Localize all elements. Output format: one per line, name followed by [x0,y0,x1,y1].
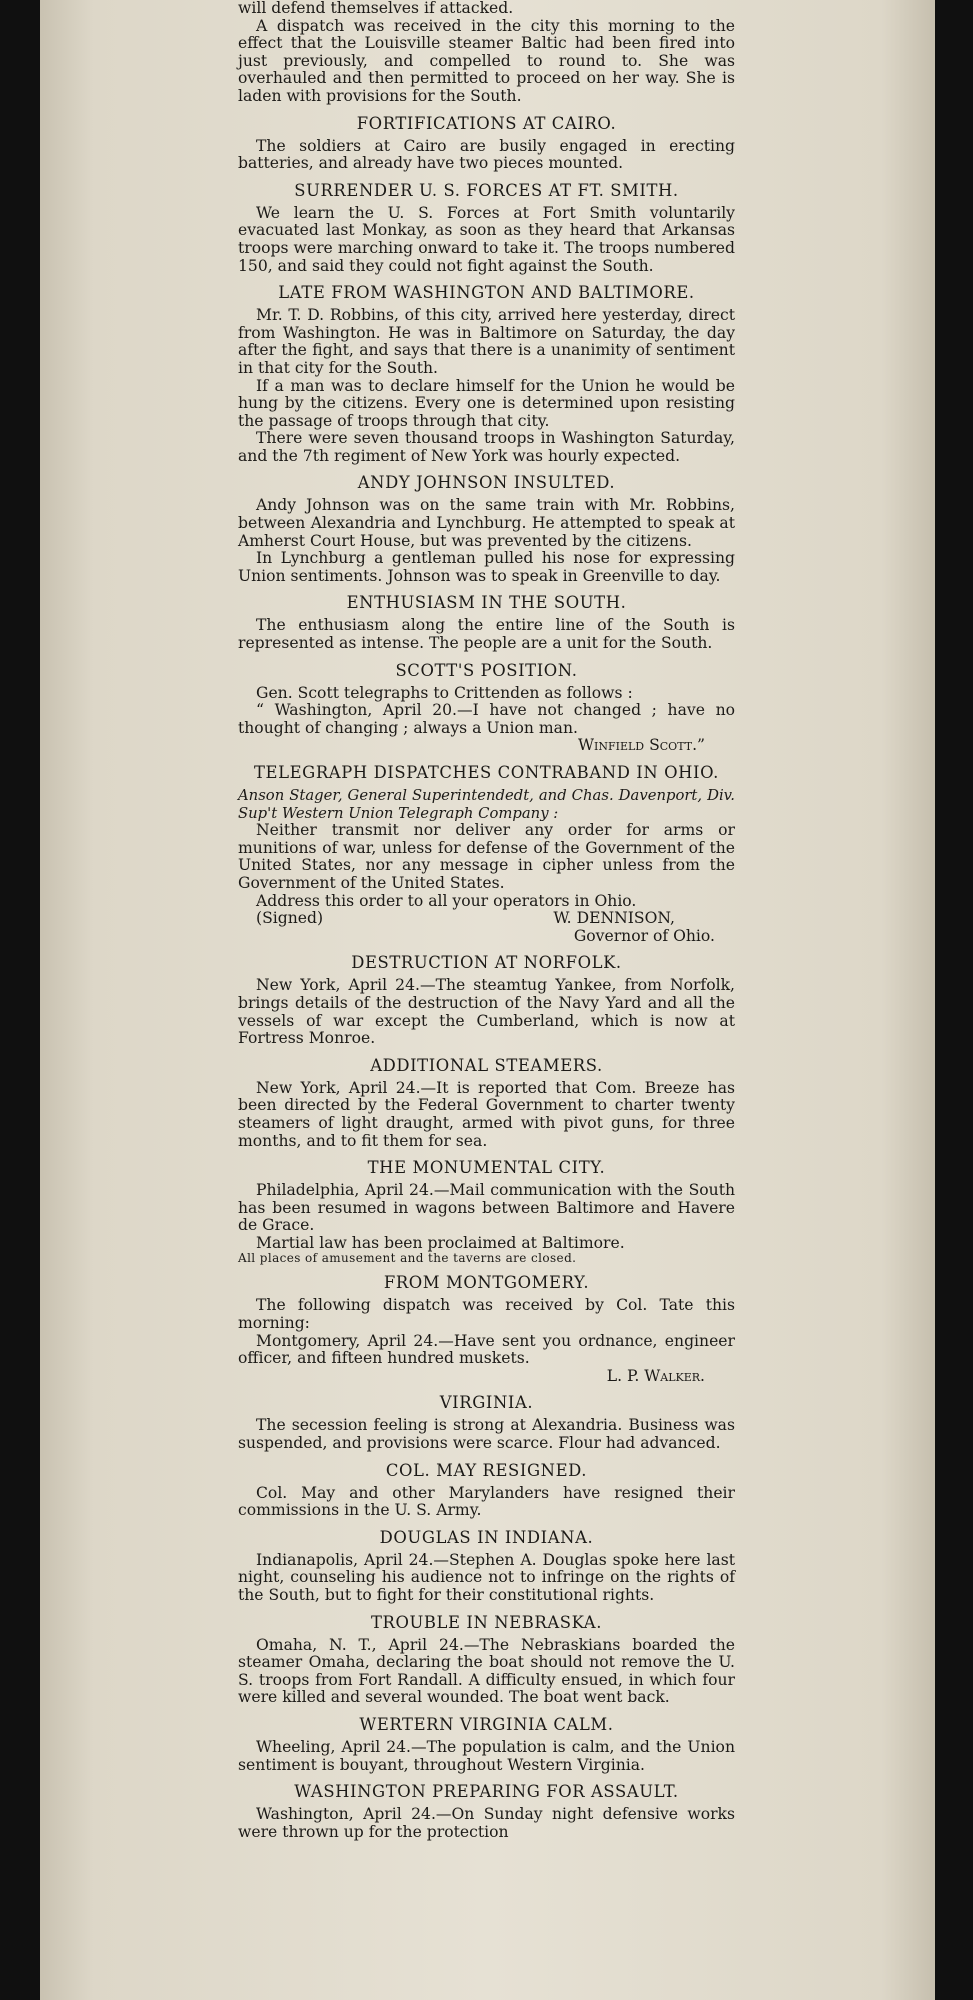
article-paragraph: New York, April 24.—The steamtug Yankee, from Norfolk, brings details of the destruction of the Navy Yard and all the vessels of war except the Cumberland, which is now at Fortress Monroe. [238,976,735,1048]
article-paragraph: Indianapolis, April 24.—Stephen A. Douglas spoke here last night, counseling his audience not to infringe on the rights of the South, but to fight for their constitutional rights. [238,1550,735,1604]
article-enthusiasm [238,594,735,652]
order-address: Anson Stager, General Superintendedt, and Chas. Davenport, Div. Sup't Western Union Telegraph Company : [238,787,735,822]
article-heading: LATE FROM WASHINGTON AND BALTIMORE. [278,283,695,303]
article-paragraph: Andy Johnson was on the same train with Mr. Robbins, between Alexandria and Lynchburg. He attempted to speak at Amherst Court House, but was prevented by the citizens. [238,496,735,550]
article-paragraph: Philadelphia, April 24.—Mail communication with the South has been resumed in wagons between Baltimore and Havere de Grace. [238,1181,735,1235]
article-virginia [238,1394,735,1452]
article-telegraph-ohio [238,764,735,945]
signed-name: W. DENNISON, [553,909,675,928]
article-paragraph: Washington, April 24.—On Sunday night defensive works were thrown up for the protection [238,1805,735,1841]
article-monumental-city [238,1159,735,1265]
article-paragraph: Montgomery, April 24.—Have sent you ordnance, engineer officer, and fifteen hundred muskets. [238,1331,735,1368]
article-paragraph: Gen. Scott telegraphs to Crittenden as follows : [256,683,633,702]
article-col-may [238,1462,735,1520]
article-western-virginia [238,1716,735,1774]
baltic-dispatch-paragraph: A dispatch was received in the city this morning to the effect that the Louisville steamer Baltic had been fired into just previously, and compelled to round to. She was overhauled and then permitted to proceed on her way. She is laden with provisions for the South. [238,16,735,105]
article-paragraph: The following dispatch was received by Col. Tate this morning: [238,1296,735,1333]
article-paragraph: Martial law has been proclaimed at Baltimore. [256,1233,625,1252]
article-heading: COL. MAY RESIGNED. [385,1460,588,1480]
article-scott-position [238,662,735,755]
article-ft-smith [238,182,735,275]
article-paragraph: Neither transmit nor deliver any order for arms or munitions of war, unless for defense of the Government of the United States, nor any message in cipher unless from the Government of the United States. [238,821,735,892]
article-heading: ANDY JOHNSON INSULTED. [357,473,616,493]
article-paragraph: We learn the U. S. Forces at Fort Smith voluntarily evacuated last Monkay, as soon as they heard that Arkansas troops were marching onward to take it. The troops numbered 150, and said they could not fight against the South. [238,203,735,275]
article-signature: L. P. Walker. [606,1366,705,1385]
article-paragraph: If a man was to declare himself for the Union he would be hung by the citizens. Every one is determined upon resisting the passage of troops through that city. [238,376,735,430]
article-heading: TROUBLE IN NEBRASKA. [370,1612,603,1632]
article-heading: DESTRUCTION AT NORFOLK. [351,953,622,973]
article-douglas [238,1529,735,1605]
article-paragraph: In Lynchburg a gentleman pulled his nose for expressing Union sentiments. Johnson was to speak in Greenville to day. [238,549,735,585]
article-washington-baltimore [238,284,735,465]
article-paragraph: Col. May and other Marylanders have resigned their commissions in the U. S. Army. [238,1483,735,1520]
signed-title: Governor of Ohio. [573,926,715,945]
article-note: All places of amusement and the taverns are closed. [238,1251,577,1266]
article-nebraska [238,1614,735,1707]
article-paragraph: Mr. T. D. Robbins, of this city, arrived here yesterday, direct from Washington. He was in Baltimore on Saturday, the day after the fight, and says that there is a unanimity of sentiment in that city for the South. [238,306,735,377]
continued-text-fragment: will defend themselves if attacked. [238,0,514,17]
article-paragraph: New York, April 24.—It is reported that Com. Breeze has been directed by the Federal Government to charter twenty steamers of light draught, armed with pivot guns, for three months, and to fit them for sea. [238,1078,735,1150]
article-washington-assault [238,1783,735,1841]
article-steamers [238,1057,735,1150]
article-paragraph: There were seven thousand troops in Washington Saturday, and the 7th regiment of New York was hourly expected. [238,429,735,465]
article-paragraph: The enthusiasm along the entire line of the South is represented as intense. The people are a unit for the South. [238,616,735,653]
article-heading: THE MONUMENTAL CITY. [367,1158,606,1178]
article-heading: WERTERN VIRGINIA CALM. [359,1714,614,1734]
article-paragraph: The soldiers at Cairo are busily engaged in erecting batteries, and already have two pieces mounted. [238,136,735,173]
article-heading: FROM MONTGOMERY. [383,1273,590,1293]
article-cairo [238,115,735,173]
article-heading: ADDITIONAL STEAMERS. [370,1055,603,1075]
article-paragraph: The secession feeling is strong at Alexandria. Business was suspended, and provisions were scarce. Flour had advanced. [238,1416,735,1453]
signed-row [238,910,735,928]
article-paragraph: Address this order to all your operators in Ohio. [256,891,637,910]
article-heading: TELEGRAPH DISPATCHES CONTRABAND IN OHIO. [254,763,719,782]
article-heading: WASHINGTON PREPARING FOR ASSAULT. [294,1782,679,1802]
article-heading: FORTIFICATIONS AT CAIRO. [356,113,617,133]
article-andy-johnson [238,474,735,585]
newspaper-column [238,0,735,1841]
article-heading: VIRGINIA. [439,1393,534,1413]
article-paragraph: Wheeling, April 24.—The population is calm, and the Union sentiment is bouyant, throughout Western Virginia. [238,1737,735,1774]
article-paragraph: “ Washington, April 20.—I have not changed ; have no thought of changing ; always a Union man. [238,701,735,737]
article-heading: ENTHUSIASM IN THE SOUTH. [346,593,627,613]
article-heading: SCOTT'S POSITION. [395,660,578,680]
article-norfolk [238,954,735,1047]
article-signature: Winfield Scott.” [577,736,705,755]
article-heading: DOUGLAS IN INDIANA. [379,1527,594,1547]
signed-label: (Signed) [256,909,324,928]
article-montgomery [238,1274,735,1385]
article-paragraph: Omaha, N. T., April 24.—The Nebraskians boarded the steamer Omaha, declaring the boat should not remove the U. S. troops from Fort Randall. A difficulty ensued, in which four were killed and several wounded. The boat went back. [238,1635,735,1707]
article-heading: SURRENDER U. S. FORCES AT FT. SMITH. [294,180,679,200]
